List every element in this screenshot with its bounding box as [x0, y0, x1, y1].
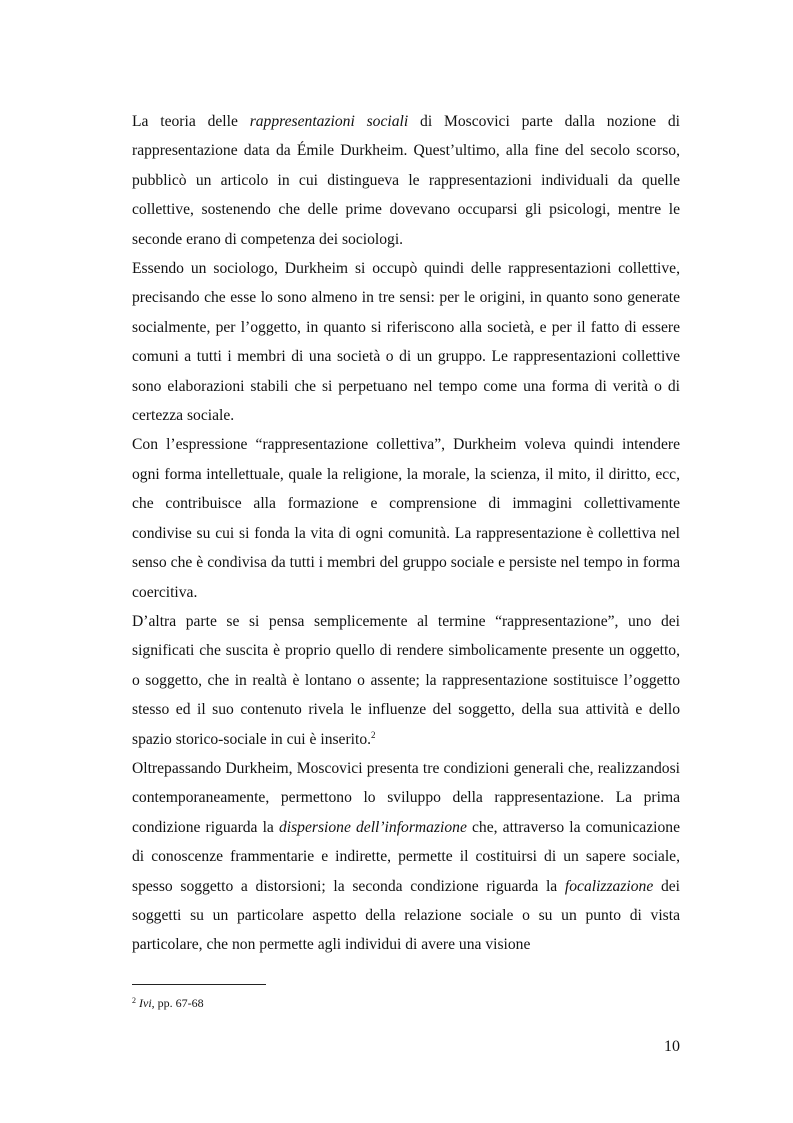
paragraph-3: Con l’espressione “rappresentazione collettiva”, Durkheim voleva quindi intendere ogni forma intellettuale, quale la religione, la morale, la scienza, il mito, il diritto, ecc, che contribuisce alla formazione e comprensione di immagini collettivamente condivise su cui si fonda la vita di ogni comunità. La rappresentazione è collettiva nel senso che è condivisa da tutti i membri del gruppo sociale e persiste nel tempo in forma coercitiva.	[132, 436, 680, 601]
footnote	[132, 995, 204, 1011]
paragraph-1: La teoria delle rappresentazioni sociali di Moscovici parte dalla nozione di rappresentazione data da Émile Durkheim. Quest’ultimo, alla fine del secolo scorso, pubblicò un articolo in cui distingueva le rappresentazioni individuali da quelle collettive, sostenendo che delle prime dovevano occuparsi gli psicologi, mentre le seconde erano di competenza dei sociologi.	[132, 113, 680, 248]
paragraph-4: D’altra parte se si pensa semplicemente al termine “rappresentazione”, uno dei significati che suscita è proprio quello di rendere simbolicamente presente un oggetto, o soggetto, che in realtà è lontano o assente; la rappresentazione sostituisce l’oggetto stesso ed il suo contenuto rivela le influenze del soggetto, della sua attività e dello spazio storico-sociale in cui è inserito.$^2$	[132, 612, 680, 748]
emphasis-focalizzazione: focalizzazione	[564, 877, 654, 895]
footnote-source: Ivi	[139, 996, 152, 1010]
footnote-reference[interactable]: 2	[371, 729, 376, 740]
emphasis-dispersione: dispersione dell’informazione	[278, 818, 467, 836]
body-text	[132, 107, 680, 960]
page-number: 10	[664, 1038, 680, 1055]
paragraph-5: Oltrepassando Durkheim, Moscovici presenta tre condizioni generali che, realizzandosi contemporaneamente, permettono lo sviluppo della rappresentazione. La prima condizione riguarda la dispersione dell’informazione che, attraverso la comunicazione di conoscenze frammentarie e indirette, permette il costituirsi di un sapere sociale, spesso soggetto a distorsioni; la seconda condizione riguarda la focalizzazione dei soggetti su un particolare aspetto della relazione sociale o su un punto di vista particolare, che non permette agli individui di avere una visione	[132, 759, 680, 954]
paragraph-2: Essendo un sociologo, Durkheim si occupò quindi delle rappresentazioni collettive, precisando che esse lo sono almeno in tre sensi: per le origini, in quanto sono generate socialmente, per l’oggetto, in quanto si riferiscono alla società, e per il fatto di essere comuni a tutti i membri di una società o di un gruppo. Le rappresentazioni collettive sono elaborazioni stabili che si perpetuano nel tempo come una forma di verità o di certezza sociale.	[132, 260, 680, 425]
emphasis-rappresentazioni-sociali: rappresentazioni sociali	[249, 113, 409, 130]
footnote-separator	[132, 984, 266, 985]
footnote-number: 2	[132, 996, 136, 1005]
footnote-pages: , pp. 67-68	[151, 996, 204, 1010]
